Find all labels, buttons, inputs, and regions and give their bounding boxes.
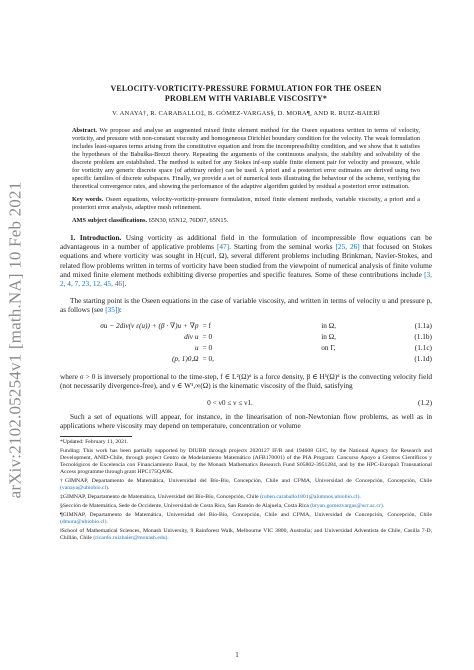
equation-row (60, 353, 432, 364)
equation-number: (1.1d) (414, 353, 432, 363)
footnotes (60, 439, 432, 542)
intro-paragraph-1 (60, 233, 432, 288)
intro-text-c: that focused on Stokes equations and where vorticity was sought in H(curl, Ω), several different problems including Brinkman, Navier-Stokes, and related flow problems written in terms of vorticity have been studied from the viewpoint of numerical analysis of finite volume and mixed finite element methods exhibiting diverse properties and specific features. Some of these contributions include (60, 242, 432, 279)
arxiv-identifier (4, 150, 26, 530)
footnote-text: ‖School of Mathematical Sciences, Monash University, 9 Rainforest Walk, Melbourne VIC 3800, Australia; and Universidad Adventista de Chile, Casilla 7-D, Chillán, Chile (60, 528, 432, 542)
continuation-paragraph: Such a set of equations will appear, for instance, in the linearisation of non-Newtonian flow problems, as well as in applications where viscosity may depend on temperature, concentration or volume (60, 412, 432, 431)
email-link[interactable]: (ruben.caraballo1801@alumnos.ubiobio.cl). (260, 494, 361, 501)
footnote (60, 439, 432, 446)
intro-text-d: . (124, 278, 127, 288)
equation-domain: in Ω, (321, 331, 336, 341)
paper-page (60, 84, 432, 542)
equation-row (60, 331, 432, 342)
email-link[interactable]: (dmora@ubiobio.cl). (60, 519, 108, 526)
footnote-text: †GIMNAP, Departamento de Matemática, Universidad del Bío-Bío, Concepción, Chile and CI²MA, Universidad de Concepción, Concepción, Chile (60, 478, 432, 485)
footnote-rule (60, 436, 132, 437)
equation-number: (1.1a) (414, 320, 432, 330)
equation-lhs: div u (184, 331, 199, 341)
equation-body: 0 < ν0 ≤ ν ≤ ν1. (207, 397, 253, 407)
title-line-1: VELOCITY-VORTICITY-PRESSURE FORMULATION FOR THE OSEEN (110, 84, 382, 93)
footnote-text: *Updated: February 11, 2021. (60, 439, 129, 446)
equation-row (60, 342, 432, 353)
abstract (72, 127, 420, 191)
equation-rhs: = 0 (202, 342, 213, 352)
equation-lhs: (p, 1)0,Ω (171, 353, 199, 363)
equation-rhs: = f (202, 320, 211, 330)
equation-row (60, 320, 432, 331)
abstract-text: We propose and analyse an augmented mixed finite element method for the Oseen equations written in terms of velocity, vorticity, and pressure with non-constant viscosity and homogeneous Dirichlet boundary condition for the velocity. The weak formulation includes least-squares terms arising from the constitutive equation and from the incompressibility condition, and we show that it satisfies the hypotheses of the Babuška-Brezzi theory. Repeating the arguments of the continuous analysis, the stability and solvability of the discrete problem are established. The method is suited for any Stokes inf-sup stable finite element pair for velocity and pressure, while for vorticity any generic discrete space (of arbitrary order) can be used. A priori and a posteriori error estimates are derived using two specific families of discrete subspaces. Finally, we provide a set of numerical tests illustrating the behaviour of the scheme, verifying the theoretical convergence rates, and showing the performance of the adaptive algorithm guided by residual a posteriori error estimation. (72, 127, 420, 191)
footnote-text: §Sección de Matemática, Sede de Occidente, Universidad de Costa Rica, San Ramón de Alajuela, Costa Rica (60, 503, 311, 510)
footnote (60, 512, 432, 526)
footnote (60, 478, 432, 492)
section-heading: 1. Introduction. (70, 233, 122, 243)
equation-lhs: σu − 2div(ν ε(u)) + (β · ∇)u + ∇p (100, 320, 199, 330)
equation-number: (1.1c) (414, 342, 432, 352)
equation-system (60, 320, 432, 364)
footnote-text: Funding: This work has been partially supported by DIUBB through projects 2020127 IF/R and 194608 GI/C, by the National Agency for Research and Development, ANID-Chile, through project Centro de Modelamiento Matemático (AFB170001) of the PIA Program: Concurso Apoyo a Centros Científicos y Tecnológicos de Excelencia con Financiamiento Basal, by the Monash Mathematics Research Fund S05802-3951284, and by the HPC-Europa3 Transnational Access programme through grant HPC175QA9K. (60, 448, 432, 476)
equation-rhs: = 0, (202, 353, 214, 363)
keywords (72, 196, 420, 212)
email-link[interactable]: (bryan.gomezvargas@ucr.ac.cr). (310, 503, 385, 510)
viscosity-bound-equation (60, 396, 432, 408)
footnote (60, 448, 432, 476)
ams-text: 65N30, 65N12, 76D07, 65N15. (148, 217, 229, 225)
email-link[interactable]: (vanaya@ubiobio.cl). (60, 485, 110, 492)
paper-title (60, 84, 432, 103)
equation-lhs: u (194, 342, 199, 352)
equation-number: (1.2) (418, 397, 432, 407)
citation-link[interactable]: [25, 26] (335, 242, 360, 252)
equation-domain: in Ω, (321, 320, 336, 330)
footnote (60, 494, 432, 501)
email-link[interactable]: (ricardo.ruizbaier@monash.edu). (93, 535, 169, 542)
intro-paragraph-2 (60, 296, 432, 314)
intro-text-a: Using vorticity as additional field in the formulation of incompressible flow equations can be advantageous in a number of applicative problems (60, 233, 432, 252)
author-list: V. ANAYA†, R. CARABALLO‡, B. GÓMEZ-VARGAS§, D. MORA¶, AND R. RUIZ-BAIER‖ (112, 110, 380, 118)
ams-classifications (72, 217, 420, 225)
footnote-text: ¶GIMNAP, Departamento de Matemática, Universidad del Bío-Bío, Concepción, Chile and CI²MA, Universidad de Concepción, Concepción, Chile (60, 512, 432, 519)
title-line-2: PROBLEM WITH VARIABLE VISCOSITY* (164, 93, 328, 103)
intro-p2-text-a: The starting point is the Oseen equations in the case of variable viscosity, and written in terms of velocity u and pressure p, as follows (see (60, 295, 432, 314)
post-equation-paragraph: where σ > 0 is inversely proportional to the time-step, f ∈ L²(Ω)ᵈ is a force density, β ∈ H¹(Ω)ᵈ is the convecting velocity field (not necessarily divergence-free), and ν ∈ W¹,∞(Ω) is the kinematic viscosity of the fluid, satisfying (60, 372, 432, 391)
citation-link[interactable]: [3, 2, 4, 7, 23, 12, 45, 46] (60, 269, 432, 288)
footnote-text: ‡GIMNAP, Departamento de Matemática, Universidad del Bío-Bío, Concepción, Chile (60, 494, 261, 501)
intro-p2-text-b: ): (117, 304, 122, 314)
intro-text-b: . Starting from the seminal works (229, 242, 336, 252)
citation-link[interactable]: [47] (216, 242, 230, 252)
equation-domain: on Γ, (321, 342, 336, 352)
abstract-label: Abstract. (72, 127, 98, 135)
keywords-label: Key words. (72, 196, 104, 204)
keywords-text: Oseen equations, velocity-vorticity-pressure formulation, mixed finite element methods, variable viscosity, a priori and a posteriori error analysis, adaptive mesh refinement. (72, 196, 421, 212)
ams-label: AMS subject classifications. (72, 217, 148, 225)
footnote (60, 503, 432, 510)
equation-number: (1.1b) (414, 331, 432, 341)
equation-rhs: = 0 (202, 331, 213, 341)
citation-link[interactable]: [35] (105, 304, 118, 314)
footnote (60, 528, 432, 542)
page-number: 1 (235, 651, 239, 659)
arxiv-id-text: arXiv:2102.05254v1 [math.NA] 10 Feb 2021 (5, 181, 24, 499)
